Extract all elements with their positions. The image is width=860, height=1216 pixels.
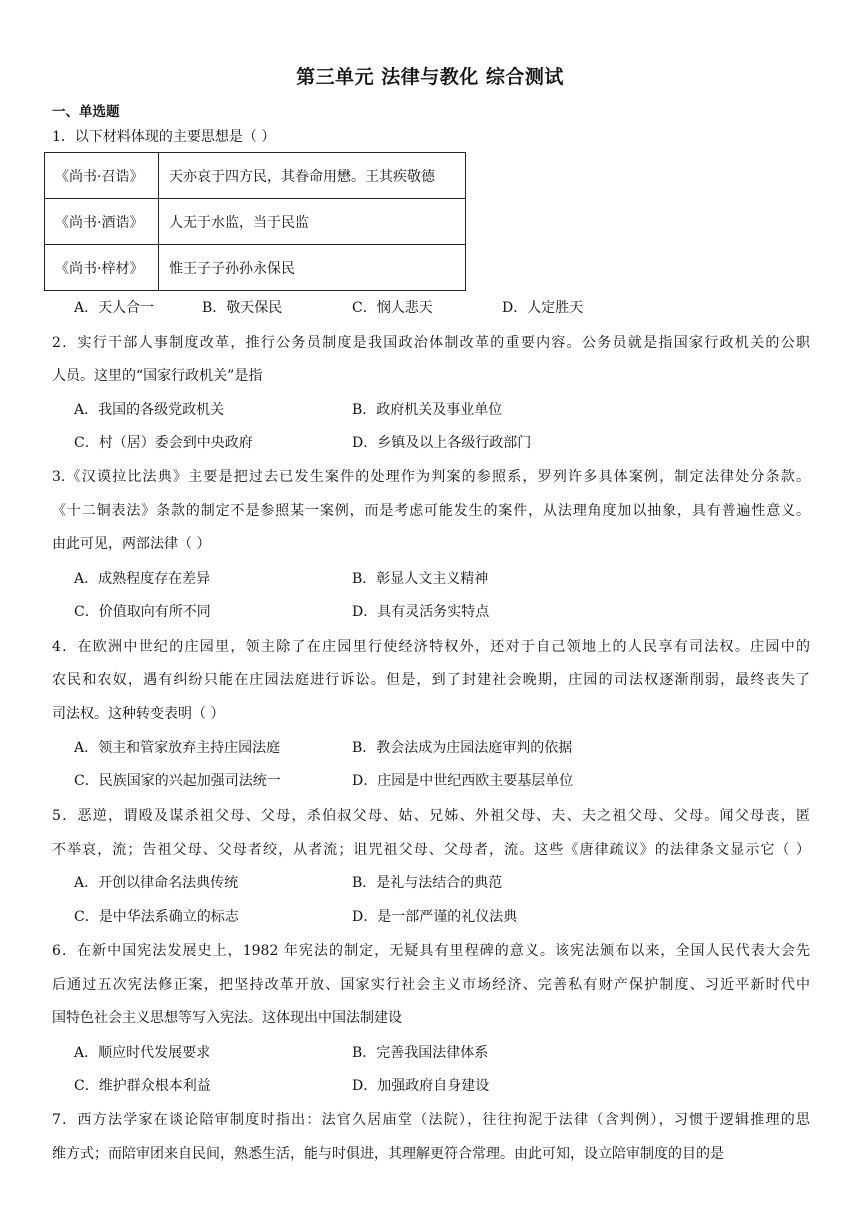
option-d[interactable]: D．庄园是中世纪西欧主要基层单位	[352, 773, 574, 789]
question-3-stem: 由此可见，两部法律（ ）	[52, 536, 211, 552]
table-cell-source: 《尚书·酒诰》	[45, 199, 159, 245]
question-5-stem: 不举哀，流；告祖父母、父母者绞，从者流；诅咒祖父母、父母者，流。这些《唐律疏议》的法律条文显示它（ ）	[52, 842, 810, 858]
question-2-stem: 人员。这里的“国家行政机关”是指	[52, 368, 263, 384]
option-a[interactable]: A．领主和管家放弃主持庄园法庭	[74, 740, 281, 756]
question-2-stem: 2．实行干部人事制度改革，推行公务员制度是我国政治体制改革的重要内容。公务员就是指国家行政机关的公职	[52, 335, 810, 351]
option-d[interactable]: D．是一部严谨的礼仪法典	[352, 909, 518, 925]
option-a[interactable]: A．开创以律命名法典传统	[74, 875, 239, 891]
option-b[interactable]: B．政府机关及事业单位	[352, 402, 503, 418]
option-c[interactable]: C．维护群众根本利益	[74, 1078, 211, 1094]
table-row	[45, 199, 466, 245]
option-c[interactable]: C．民族国家的兴起加强司法统一	[74, 773, 281, 789]
question-4-stem: 农民和农奴，遇有纠纷只能在庄园法庭进行诉讼。但是，到了封建社会晚期，庄园的司法权逐渐削弱，最终丧失了	[52, 672, 810, 688]
table-cell-source: 《尚书·梓材》	[45, 245, 159, 291]
table-cell-text: 人无于水监，当于民监	[159, 199, 466, 245]
table-row	[45, 153, 466, 199]
option-a[interactable]: A．我国的各级党政机关	[74, 402, 225, 418]
page-title: 第三单元 法律与教化 综合测试	[296, 66, 564, 88]
option-a[interactable]: A．天人合一	[74, 300, 155, 316]
question-1-stem: 1．以下材料体现的主要思想是（ ）	[52, 129, 276, 145]
table-cell-text: 天亦哀于四方民，其眷命用懋。王其疾敬德	[159, 153, 466, 199]
section-heading: 一、单选题	[52, 104, 120, 120]
option-b[interactable]: B．敬天保民	[202, 300, 283, 316]
table-cell-text: 惟王子子孙孙永保民	[159, 245, 466, 291]
question-5-stem: 5．恶逆，谓殴及谋杀祖父母、父母，杀伯叔父母、姑、兄姊、外祖父母、夫、夫之祖父母、父母。闻父母丧，匿	[52, 808, 810, 824]
option-d[interactable]: D．乡镇及以上各级行政部门	[352, 435, 532, 451]
question-6-stem: 6．在新中国宪法发展史上，1982 年宪法的制定，无疑具有里程碑的意义。该宪法颁布以来，全国人民代表大会先	[52, 943, 810, 959]
question-7-stem: 维方式；而陪审团来自民间，熟悉生活，能与时俱进，其理解更符合常理。由此可知，设立陪审制度的目的是	[52, 1146, 724, 1162]
option-b[interactable]: B．教会法成为庄园法庭审判的依据	[352, 740, 573, 756]
table-cell-source: 《尚书·召诰》	[45, 153, 159, 199]
table-row	[45, 245, 466, 291]
option-b[interactable]: B．完善我国法律体系	[352, 1045, 489, 1061]
question-1-table	[44, 152, 466, 291]
option-b[interactable]: B．彰显人文主义精神	[352, 571, 489, 587]
option-d[interactable]: D．人定胜天	[502, 300, 584, 316]
question-3-stem: 3.《汉谟拉比法典》主要是把过去已发生案件的处理作为判案的参照系，罗列许多具体案例，制定法律处分条款。	[52, 469, 810, 485]
question-7-stem: 7．西方法学家在谈论陪审制度时指出：法官久居庙堂（法院），往往拘泥于法律（含判例），习惯于逻辑推理的思	[52, 1112, 810, 1128]
option-c[interactable]: C．悯人悲天	[352, 300, 433, 316]
option-d[interactable]: D．加强政府自身建设	[352, 1078, 490, 1094]
option-c[interactable]: C．是中华法系确立的标志	[74, 909, 239, 925]
question-6-stem: 后通过五次宪法修正案，把坚持改革开放、国家实行社会主义市场经济、完善私有财产保护制度、习近平新时代中	[52, 977, 810, 993]
option-a[interactable]: A．顺应时代发展要求	[74, 1045, 211, 1061]
option-c[interactable]: C．村（居）委会到中央政府	[74, 435, 253, 451]
option-a[interactable]: A．成熟程度存在差异	[74, 571, 211, 587]
question-6-stem: 国特色社会主义思想等写入宪法。这体现出中国法制建设	[52, 1010, 402, 1026]
option-d[interactable]: D．具有灵活务实特点	[352, 604, 490, 620]
option-b[interactable]: B．是礼与法结合的典范	[352, 875, 503, 891]
question-4-stem: 4．在欧洲中世纪的庄园里，领主除了在庄园里行使经济特权外，还对于自己领地上的人民享有司法权。庄园中的	[52, 639, 810, 655]
question-3-stem: 《十二铜表法》条款的制定不是参照某一案例，而是考虑可能发生的案件，从法理角度加以抽象，具有普遍性意义。	[52, 503, 810, 519]
option-c[interactable]: C．价值取向有所不同	[74, 604, 211, 620]
question-4-stem: 司法权。这种转变表明（ ）	[52, 706, 225, 722]
